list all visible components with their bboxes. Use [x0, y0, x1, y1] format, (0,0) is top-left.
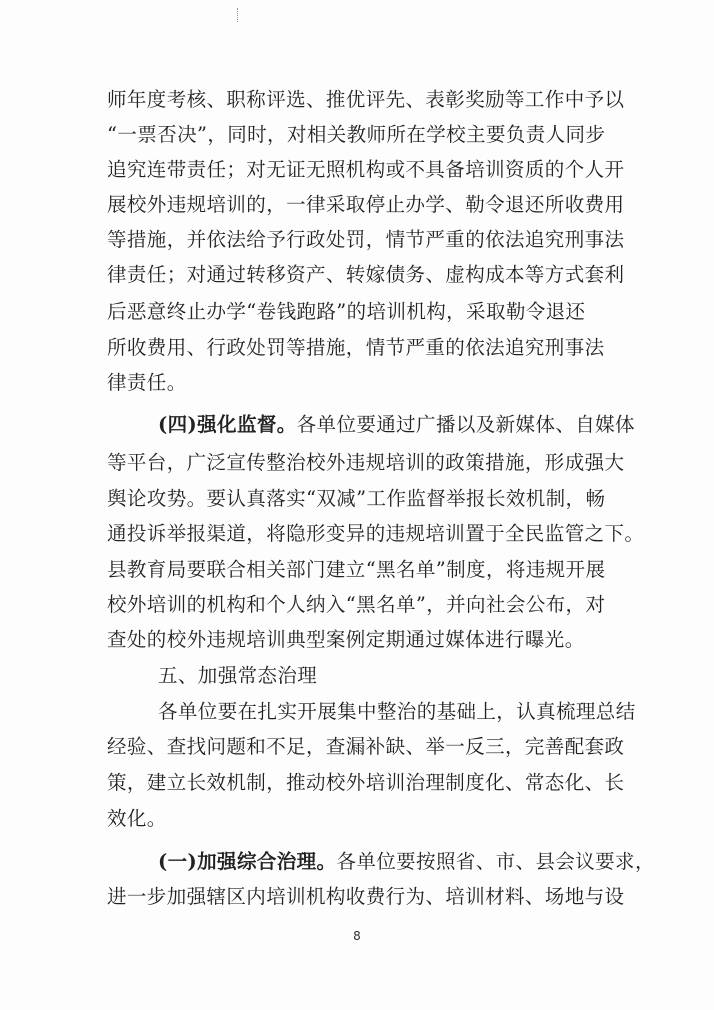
paragraph-first-line [158, 850, 655, 874]
text-line: 查处的校外违规培训典型案例定期通过媒体进行曝光。 [107, 628, 585, 651]
text-line: “一票否决”，同时，对相关教师所在学校主要负责人同步 [107, 123, 606, 146]
text-line: 师年度考核、职称评选、推优评先、表彰奖励等工作中予以 [107, 88, 625, 111]
page-number: 8 [353, 929, 361, 943]
text-line: 县教育局要联合相关部门建立“黑名单”制度，将违规开展 [107, 558, 606, 581]
text-line: 各单位要在扎实开展集中整治的基础上，认真梳理总结 [158, 700, 636, 723]
text-line: 追究连带责任；对无证无照机构或不具备培训资质的个人开 [107, 158, 625, 181]
text-line: 进一步加强辖区内培训机构收费行为、培训材料、场地与设 [107, 885, 625, 908]
subsection-heading: (四)强化监督。 [158, 413, 297, 436]
text-line: 所收费用、行政处罚等措施，情节严重的依法追究刑事法 [107, 336, 605, 359]
text-line: 效化。 [107, 807, 167, 830]
text-line: 等平台，广泛宣传整治校外违规培训的政策措施，形成强大 [107, 451, 625, 474]
text-line: 策，建立长效机制，推动校外培训治理制度化、常态化、长 [107, 771, 625, 794]
text-line: 律责任。 [107, 371, 187, 394]
text-line: 校外培训的机构和个人纳入“黑名单”，并向社会公布，对 [107, 593, 606, 616]
paragraph-first-line [158, 413, 635, 437]
text-line: 舆论攻势。要认真落实“双减”工作监督举报长效机制，畅 [107, 487, 606, 510]
text-run: 各单位要通过广播以及新媒体、自媒体 [296, 413, 635, 436]
scan-artifact-mark [237, 8, 240, 22]
text-line: 展校外违规培训的，一律采取停止办学、勒令退还所收费用 [107, 193, 625, 216]
text-line: 通投诉举报渠道，将隐形变异的违规培训置于全民监管之下。 [107, 522, 645, 545]
text-line: 经验、查找问题和不足，查漏补缺、举一反三，完善配套政 [107, 735, 625, 758]
text-line: 后恶意终止办学“卷钱跑路”的培训机构，采取勒令退还 [107, 300, 586, 323]
section-heading: 五、加强常态治理 [158, 664, 318, 687]
text-line: 律责任；对通过转移资产、转嫁债务、虚构成本等方式套利 [107, 263, 625, 286]
text-run: 各单位要按照省、市、县会议要求， [336, 850, 655, 873]
subsection-heading: (一)加强综合治理。 [158, 850, 337, 873]
text-line: 等措施，并依法给予行政处罚，情节严重的依法追究刑事法 [107, 228, 625, 251]
